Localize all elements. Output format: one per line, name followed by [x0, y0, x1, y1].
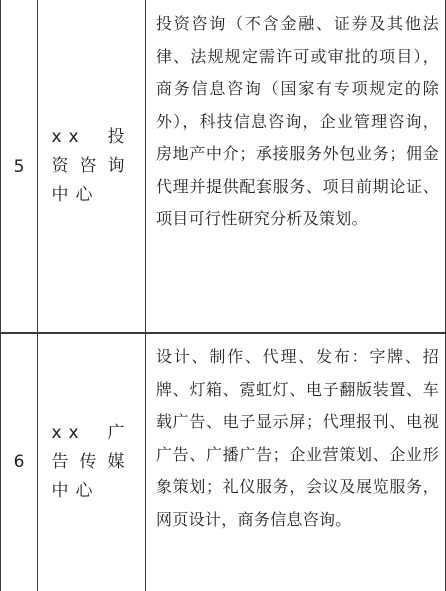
row-number: 5: [13, 156, 25, 177]
row-number: 6: [13, 452, 25, 472]
table-row: [0, 333, 446, 591]
row-number-cell: [1, 333, 37, 591]
business-scope-cell: [146, 333, 445, 591]
company-name: xx投资咨询中心: [51, 127, 132, 205]
row-number-cell: [1, 0, 37, 333]
business-scope-text: 设计、制作、代理、发布：字牌、招牌、灯箱、霓虹灯、电子翻版装置、车载广告、电子显示屏；代理报刊、电视广告、广播广告；企业营策划、企业形象策划；礼仪服务，会议及展览服务，网页设计，商务信息咨询。: [156, 347, 439, 529]
company-name-cell: [38, 333, 145, 591]
business-scope-cell: [146, 0, 445, 333]
company-name-cell: [38, 0, 145, 333]
company-name: xx广告传媒中心: [51, 422, 132, 501]
business-scope-text: 投资咨询（不含金融、证券及其他法律、法规规定需许可或审批的项目），商务信息咨询（国家有专项规定的除外），科技信息咨询，企业管理咨询，房地产中介；承接服务外包业务；佣金代理并提供配套服务、项目前期论证、项目可行性研究分析及策划。: [156, 14, 439, 228]
